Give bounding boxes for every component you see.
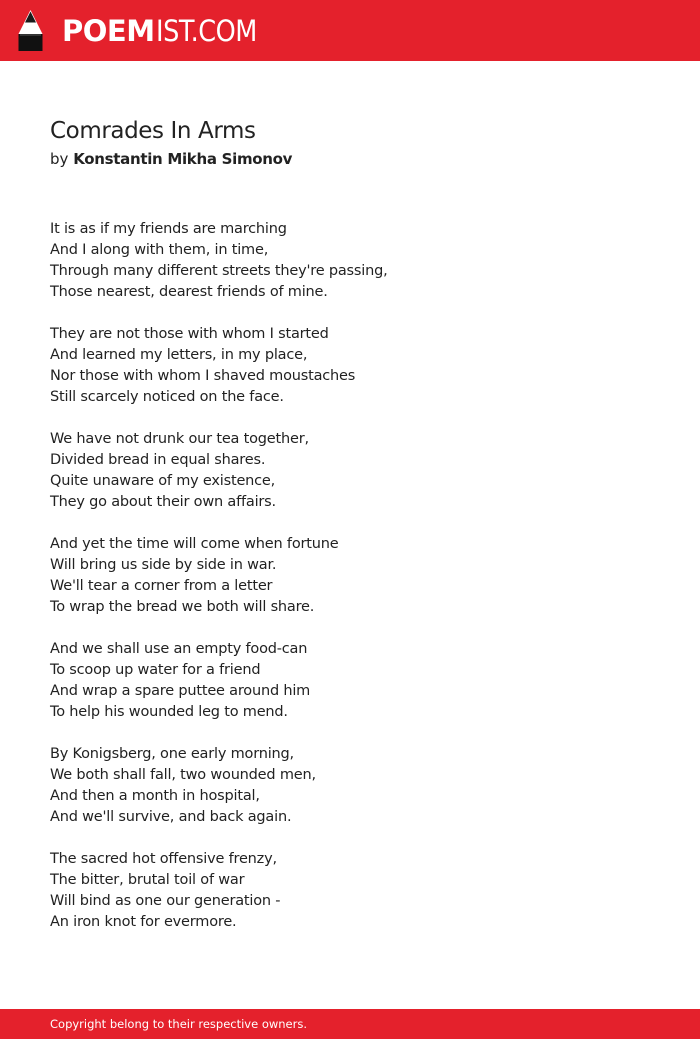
poem-line: The sacred hot offensive frenzy, xyxy=(50,851,277,867)
poem-line: Through many different streets they're passing, xyxy=(50,263,388,279)
poem-line: And yet the time will come when fortune xyxy=(50,536,339,552)
poem-line: It is as if my friends are marching xyxy=(50,221,287,237)
poem-line: And wrap a spare puttee around him xyxy=(50,683,311,699)
poem-line: Will bind as one our generation - xyxy=(50,893,281,909)
poem-stanza xyxy=(50,849,650,933)
poem-line: Quite unaware of my existence, xyxy=(50,473,276,489)
poem-title: Comrades In Arms xyxy=(50,118,256,144)
poem-line: And we shall use an empty food-can xyxy=(50,641,308,657)
poem-line: An iron knot for evermore. xyxy=(50,914,237,930)
copyright-notice: Copyright belong to their respective owners. xyxy=(50,1017,308,1031)
site-header xyxy=(0,0,700,61)
logo-text-bold: POEM xyxy=(62,14,155,48)
poem-line: Will bring us side by side in war. xyxy=(50,557,277,573)
poem-line: To scoop up water for a friend xyxy=(50,662,261,678)
poem-body xyxy=(50,219,650,954)
site-logo[interactable] xyxy=(62,11,257,51)
poem-line: The bitter, brutal toil of war xyxy=(50,872,245,888)
poem-line: They go about their own affairs. xyxy=(50,494,276,510)
poem-line: To help his wounded leg to mend. xyxy=(50,704,288,720)
poem-stanza xyxy=(50,639,650,723)
pencil-tip-icon[interactable] xyxy=(17,10,44,51)
poem-author: Konstantin Mikha Simonov xyxy=(73,150,293,168)
poem-line: And learned my letters, in my place, xyxy=(50,347,308,363)
poem-line: Still scarcely noticed on the face. xyxy=(50,389,284,405)
poem-stanza xyxy=(50,324,650,408)
site-footer xyxy=(0,1009,700,1039)
poem-line: By Konigsberg, one early morning, xyxy=(50,746,294,762)
poem-line: Those nearest, dearest friends of mine. xyxy=(50,284,328,300)
poem-line: And then a month in hospital, xyxy=(50,788,260,804)
poem-line: They are not those with whom I started xyxy=(50,326,329,342)
poem-byline xyxy=(50,149,292,169)
poem-line: And I along with them, in time, xyxy=(50,242,269,258)
poem-stanza xyxy=(50,219,650,303)
poem-stanza xyxy=(50,429,650,513)
poem-line: And we'll survive, and back again. xyxy=(50,809,292,825)
poem-stanza xyxy=(50,744,650,828)
poem-line: We have not drunk our tea together, xyxy=(50,431,309,447)
poem-line: Divided bread in equal shares. xyxy=(50,452,266,468)
poem-line: We both shall fall, two wounded men, xyxy=(50,767,316,783)
poem-line: We'll tear a corner from a letter xyxy=(50,578,273,594)
poem-line: Nor those with whom I shaved moustaches xyxy=(50,368,356,384)
poem-line: To wrap the bread we both will share. xyxy=(50,599,315,615)
poem-stanza xyxy=(50,534,650,618)
logo-text-light: IST.COM xyxy=(155,14,257,48)
by-label: by xyxy=(50,150,69,168)
